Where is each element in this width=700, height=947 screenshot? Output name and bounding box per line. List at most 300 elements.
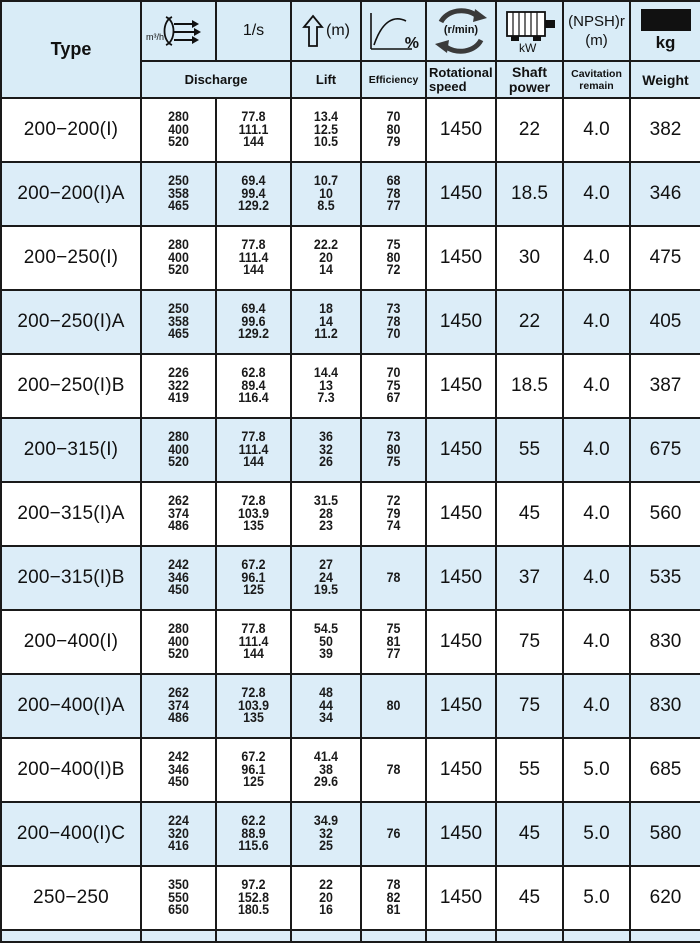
type-cell: 200−400(I)B [1,738,141,802]
table-row [1,354,700,418]
power-cell: 37 [496,546,563,610]
cell-value: 322 [168,377,189,393]
cell-value: 99.6 [241,313,266,329]
discharge-m3h-cell [141,162,216,226]
lift-unit: (m) [326,22,350,39]
table-row [1,290,700,354]
power-cell: 22 [496,290,563,354]
cell-value: 39 [319,646,333,662]
cell-value: 99.4 [241,185,266,201]
discharge-ls-cell [216,738,291,802]
discharge-m3h-cell [141,738,216,802]
discharge-m3h-cell [141,802,216,866]
cell-value: 72.8 [241,493,266,509]
speed-cell: 1450 [426,802,496,866]
lift-cell [291,418,361,482]
efficiency-label: Efficiency [361,61,426,98]
discharge-label: Discharge [141,61,291,98]
speed-unit: (r/min) [443,24,479,36]
cell-value: 135 [243,518,264,534]
discharge-m3h-cell [141,290,216,354]
cell-value: 13 [319,377,333,393]
efficiency-cell [361,738,426,802]
cell-value: 32 [319,441,333,457]
speed-cell: 1450 [426,866,496,930]
npsh-cell: 4.0 [563,226,630,290]
weight-cell: 382 [630,98,700,162]
discharge-ls-cell [216,226,291,290]
cell-value: 73 [386,429,401,445]
cavitation-label-line1: Cavitation [571,67,622,80]
lift-cell [291,226,361,290]
lift-cell [291,546,361,610]
cell-value: 22.2 [313,237,339,253]
cell-value: 144 [243,646,264,662]
discharge-ls-cell [216,802,291,866]
cell-value: 54.5 [313,621,339,637]
speed-cell: 1450 [426,226,496,290]
cell-value: 400 [168,121,189,137]
discharge-m3h-cell [141,482,216,546]
empty-cell [291,930,361,942]
cell-value: 18 [319,301,333,317]
npsh-cell: 4.0 [563,162,630,226]
lift-cell [291,290,361,354]
cell-value: 50 [319,633,333,649]
npsh-cell: 4.0 [563,290,630,354]
npsh-cell: 5.0 [563,866,630,930]
cell-value: 48 [319,685,333,701]
cell-value: 450 [168,582,189,598]
cell-value: 77 [386,646,401,662]
npsh-cell: 4.0 [563,354,630,418]
lift-cell [291,98,361,162]
cell-value: 11.2 [314,326,338,342]
cell-value: 70 [386,326,401,342]
discharge-ls-cell [216,162,291,226]
lift-cell [291,354,361,418]
power-cell: 45 [496,482,563,546]
power-cell: 55 [496,418,563,482]
efficiency-cell [361,226,426,290]
up-arrow-icon [302,14,324,48]
type-cell: 200−315(I) [1,418,141,482]
discharge-ls-cell [216,482,291,546]
cell-value: 7.3 [317,390,335,406]
cell-value: 96.1 [241,761,266,777]
speed-cell: 1450 [426,162,496,226]
cell-value: 77.8 [241,109,266,125]
cell-value: 75 [386,621,401,637]
table-row [1,674,700,738]
npsh-unit-header [563,1,630,61]
efficiency-cell [361,674,426,738]
cell-value: 75 [386,454,401,470]
empty-cell [563,930,630,942]
cell-value: 129.2 [237,198,270,214]
lift-cell [291,674,361,738]
cell-value: 346 [168,569,189,585]
table-row [1,226,700,290]
discharge-ls-cell [216,546,291,610]
cell-value: 80 [386,441,401,457]
cell-value: 400 [168,441,189,457]
discharge-ls-cell [216,98,291,162]
cell-value: 8.5 [317,198,335,214]
cell-value: 111.4 [238,441,269,457]
empty-cell [216,930,291,942]
efficiency-cell [361,290,426,354]
npsh-unit: (m) [585,32,608,49]
npsh-cell: 4.0 [563,482,630,546]
discharge-ls-header: 1/s [216,1,291,61]
power-cell: 75 [496,610,563,674]
weight-cell: 475 [630,226,700,290]
npsh-cell: 5.0 [563,738,630,802]
weight-unit-header [630,1,700,61]
discharge-m3h-cell [141,866,216,930]
weight-cell: 830 [630,610,700,674]
npsh-cell: 4.0 [563,98,630,162]
cell-value: 80 [386,249,401,265]
cell-value: 224 [168,813,189,829]
weight-cell: 830 [630,674,700,738]
lift-cell [291,738,361,802]
cell-value: 262 [168,685,189,701]
discharge-m3h-cell [141,98,216,162]
lift-cell [291,866,361,930]
cell-value: 62.2 [241,813,266,829]
speed-unit-header [426,1,496,61]
discharge-m3h-cell [141,418,216,482]
cell-value: 129.2 [237,326,270,342]
motor-icon [503,9,557,43]
npsh-cell: 4.0 [563,610,630,674]
discharge-ls-cell [216,866,291,930]
cell-value: 72 [386,493,401,509]
power-cell: 45 [496,802,563,866]
cell-value: 280 [168,621,189,637]
cell-value: 70 [386,365,401,381]
unit-m3h: m³/h [146,32,164,42]
cell-value: 400 [168,249,189,265]
cell-value: 24 [319,569,333,585]
empty-cell [426,930,496,942]
cell-value: 16 [319,902,333,918]
cell-value: 520 [168,134,189,150]
weight-cell: 346 [630,162,700,226]
cell-value: 72 [386,262,401,278]
weight-label: Weight [630,61,700,98]
weight-cell: 685 [630,738,700,802]
cell-value: 23 [319,518,333,534]
empty-cell [630,930,700,942]
cell-value: 75 [386,377,401,393]
efficiency-unit-header [361,1,426,61]
efficiency-cell [361,354,426,418]
header-units-row [1,1,700,61]
lift-unit-header [291,1,361,61]
speed-cell: 1450 [426,98,496,162]
cell-value: 358 [168,185,189,201]
cell-value: 25 [319,838,333,854]
cell-value: 67.2 [241,557,266,573]
type-cell: 200−315(I)B [1,546,141,610]
table-row [1,546,700,610]
type-cell: 250−250 [1,866,141,930]
cell-value: 80 [386,697,401,713]
cell-value: 10.7 [313,173,339,189]
cell-value: 350 [168,877,189,893]
cell-value: 262 [168,493,189,509]
cell-value: 111.1 [238,121,269,137]
table-row [1,738,700,802]
efficiency-cell [361,802,426,866]
cell-value: 76 [386,825,401,841]
weight-cell: 405 [630,290,700,354]
cell-value: 358 [168,313,189,329]
cell-value: 111.4 [238,249,269,265]
efficiency-cell [361,418,426,482]
weight-cell: 535 [630,546,700,610]
efficiency-cell [361,866,426,930]
cell-value: 28 [319,505,333,521]
efficiency-cell [361,482,426,546]
cell-value: 80 [386,121,401,137]
discharge-m3h-cell [141,354,216,418]
cell-value: 34 [319,710,333,726]
power-label-line2: power [508,78,551,95]
cell-value: 62.8 [241,365,266,381]
cell-value: 374 [168,697,189,713]
cell-value: 68 [386,173,401,189]
cell-value: 14.4 [313,365,339,381]
cell-value: 20 [319,889,333,905]
type-cell: 200−400(I)C [1,802,141,866]
lift-cell [291,610,361,674]
discharge-ls-cell [216,418,291,482]
table-row [1,162,700,226]
cell-value: 374 [168,505,189,521]
cell-value: 115.6 [238,838,269,854]
cell-value: 78 [386,569,401,585]
efficiency-cell [361,162,426,226]
speed-label [426,61,496,98]
speed-cell: 1450 [426,418,496,482]
cell-value: 125 [243,774,264,790]
cell-value: 97.2 [241,877,266,893]
cell-value: 78 [386,313,401,329]
efficiency-cell [361,98,426,162]
cell-value: 69.4 [241,301,266,317]
type-cell: 200−250(I) [1,226,141,290]
speed-cell: 1450 [426,674,496,738]
discharge-m3h-cell [141,674,216,738]
cell-value: 250 [168,301,189,317]
power-unit-header [496,1,563,61]
lift-cell [291,162,361,226]
cell-value: 520 [168,454,189,470]
cell-value: 135 [243,710,264,726]
cell-value: 32 [319,825,333,841]
cell-value: 82 [386,889,401,905]
cell-value: 75 [386,237,401,253]
cell-value: 26 [319,454,333,470]
cell-value: 78 [386,877,401,893]
cell-value: 79 [386,134,401,150]
power-cell: 75 [496,674,563,738]
cell-value: 280 [168,237,189,253]
table-row [1,610,700,674]
speed-cell: 1450 [426,610,496,674]
cell-value: 27 [319,557,333,573]
power-cell: 18.5 [496,162,563,226]
discharge-ls-cell [216,674,291,738]
discharge-ls-cell [216,354,291,418]
table-row [1,98,700,162]
cell-value: 400 [168,633,189,649]
cell-value: 144 [243,454,264,470]
speed-label-line2: speed [429,78,467,94]
table-body [1,98,700,942]
cell-value: 88.9 [241,825,266,841]
cell-value: 67.2 [241,749,266,765]
cell-value: 70 [386,109,401,125]
cell-value: 38 [319,761,333,777]
cell-value: 465 [168,326,189,342]
cell-value: 20 [319,249,333,265]
cell-value: 22 [319,877,333,893]
speed-cell: 1450 [426,354,496,418]
discharge-ls-cell [216,610,291,674]
cell-value: 29.6 [313,774,339,790]
discharge-m3h-cell [141,610,216,674]
type-cell: 200−250(I)B [1,354,141,418]
empty-cell [141,930,216,942]
discharge-m3h-cell [141,546,216,610]
cell-value: 320 [168,825,189,841]
discharge-ls-cell [216,290,291,354]
empty-cell [1,930,141,942]
cell-value: 14 [319,313,333,329]
weight-cell: 620 [630,866,700,930]
cell-value: 69.4 [241,173,266,189]
npsh-cell: 4.0 [563,418,630,482]
weight-cell: 580 [630,802,700,866]
power-label-line1: Shaft [512,63,547,80]
power-label [496,61,563,98]
power-cell: 30 [496,226,563,290]
power-cell: 22 [496,98,563,162]
cell-value: 486 [168,710,189,726]
weight-block-icon [641,9,691,31]
cavitation-label-line2: remain [579,79,614,92]
cell-value: 77.8 [241,621,266,637]
cell-value: 144 [243,134,264,150]
cell-value: 14 [319,262,333,278]
cell-value: 79 [386,505,401,521]
cell-value: 73 [386,301,401,317]
cell-value: 520 [168,262,189,278]
cell-value: 250 [168,173,189,189]
type-cell: 200−200(I) [1,98,141,162]
cell-value: 89.4 [241,377,266,393]
cell-value: 103.9 [237,505,270,521]
empty-cell [496,930,563,942]
cell-value: 77.8 [241,237,266,253]
cell-value: 419 [168,390,189,406]
speed-cell: 1450 [426,482,496,546]
speed-cell: 1450 [426,738,496,802]
cell-value: 13.4 [313,109,339,125]
cell-value: 465 [168,198,189,214]
table-row [1,418,700,482]
cell-value: 520 [168,646,189,662]
cell-value: 36 [319,429,333,445]
efficiency-cell [361,546,426,610]
cell-value: 242 [168,557,189,573]
cell-value: 10 [319,185,333,201]
speed-cell: 1450 [426,546,496,610]
lift-label: Lift [291,61,361,98]
cell-value: 226 [168,365,189,381]
power-cell: 45 [496,866,563,930]
cell-value: 280 [168,429,189,445]
cell-value: 116.4 [238,390,269,406]
type-cell: 200−250(I)A [1,290,141,354]
npsh-cell: 4.0 [563,674,630,738]
cell-value: 77.8 [241,429,266,445]
table-row-partial [1,930,700,942]
cell-value: 125 [243,582,264,598]
cell-value: 77 [386,198,401,214]
cell-value: 152.8 [237,889,270,905]
cell-value: 280 [168,109,189,125]
type-cell: 200−315(I)A [1,482,141,546]
cell-value: 550 [168,889,189,905]
weight-cell: 387 [630,354,700,418]
cell-value: 486 [168,518,189,534]
table-row [1,802,700,866]
speed-label-line1: Rotational [429,64,493,80]
cell-value: 19.5 [313,582,339,598]
power-cell: 18.5 [496,354,563,418]
efficiency-unit: % [404,35,419,52]
type-header: Type [1,1,141,98]
cell-value: 416 [168,838,189,854]
cell-value: 180.5 [237,902,270,918]
lift-cell [291,482,361,546]
table-row [1,482,700,546]
type-cell: 200−400(I)A [1,674,141,738]
cell-value: 74 [386,518,401,534]
cell-value: 242 [168,749,189,765]
cell-value: 111.4 [238,633,269,649]
cell-value: 67 [386,390,401,406]
cell-value: 78 [386,761,401,777]
cell-value: 41.4 [313,749,339,765]
npsh-label: (NPSH)r [568,13,625,30]
cell-value: 144 [243,262,264,278]
type-cell: 200−400(I) [1,610,141,674]
weight-unit: kg [655,33,676,52]
cell-value: 12.5 [313,121,339,137]
cell-value: 81 [386,902,401,918]
table-row [1,866,700,930]
weight-cell: 675 [630,418,700,482]
flow-arrows-icon [142,13,215,49]
cell-value: 44 [319,697,333,713]
